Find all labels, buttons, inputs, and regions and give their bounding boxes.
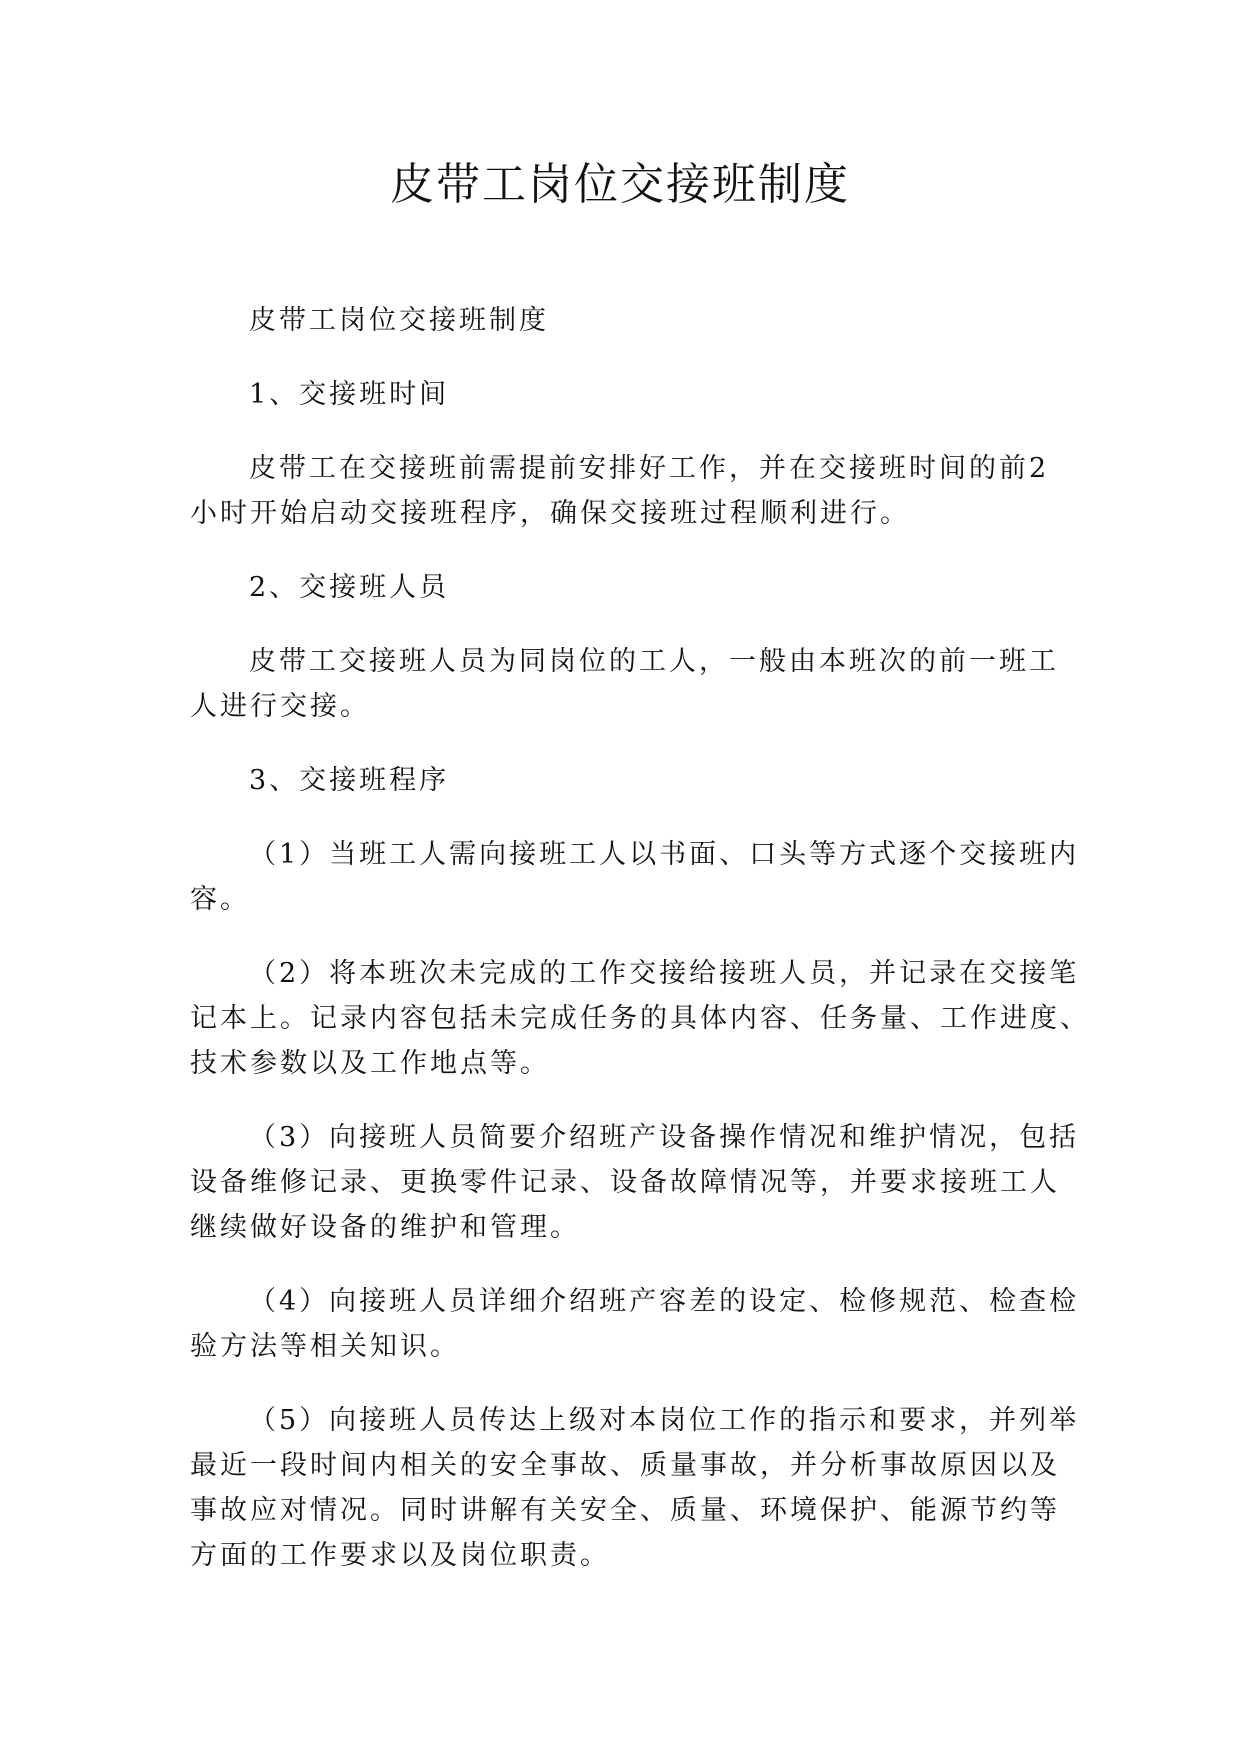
paragraph-handover-time xyxy=(190,446,1070,536)
procedure-item-1 xyxy=(190,832,1080,922)
paragraph-handover-staff xyxy=(190,639,1070,729)
paragraph-line: 设备维修记录、更换零件记录、设备故障情况等，并要求接班工人 xyxy=(190,1167,1060,1198)
procedure-item-5 xyxy=(190,1398,1080,1578)
paragraph-line: 验方法等相关知识。 xyxy=(190,1331,460,1362)
section-heading-2 xyxy=(190,565,1070,610)
paragraph-line: 事故应对情况。同时讲解有关安全、质量、环境保护、能源节约等 xyxy=(190,1495,1060,1526)
section-heading-3 xyxy=(190,758,1070,803)
paragraph-line: 皮带工岗位交接班制度 xyxy=(249,305,549,336)
paragraph-line: 皮带工交接班人员为同岗位的工人，一般由本班次的前一班工 xyxy=(249,646,1059,677)
paragraph-line: 继续做好设备的维护和管理。 xyxy=(190,1212,580,1243)
paragraph-line: 技术参数以及工作地点等。 xyxy=(190,1048,550,1079)
procedure-item-3 xyxy=(190,1115,1080,1250)
paragraph-line: （4）向接班人员详细介绍班产容差的设定、检修规范、检查检 xyxy=(249,1286,1080,1317)
paragraph-line: 人进行交接。 xyxy=(190,691,370,722)
procedure-item-2 xyxy=(190,951,1090,1086)
section-heading-1 xyxy=(190,372,1070,417)
paragraph-line: （1）当班工人需向接班工人以书面、口头等方式逐个交接班内 xyxy=(249,839,1080,870)
paragraph-line: 最近一段时间内相关的安全事故、质量事故，并分析事故原因以及 xyxy=(190,1450,1060,1481)
paragraph-line: 1、交接班时间 xyxy=(249,379,450,410)
paragraph-line: （3）向接班人员简要介绍班产设备操作情况和维护情况，包括 xyxy=(249,1122,1080,1153)
paragraph-line: 记本上。记录内容包括未完成任务的具体内容、任务量、工作进度、 xyxy=(190,1003,1090,1034)
paragraph-line: 容。 xyxy=(190,884,250,915)
paragraph-heading-repeat xyxy=(190,298,1070,343)
paragraph-line: 方面的工作要求以及岗位职责。 xyxy=(190,1540,610,1571)
document-title: 皮带工岗位交接班制度 xyxy=(390,159,850,210)
paragraph-line: （5）向接班人员传达上级对本岗位工作的指示和要求，并列举 xyxy=(249,1405,1080,1436)
procedure-item-4 xyxy=(190,1279,1080,1369)
paragraph-line: （2）将本班次未完成的工作交接给接班人员，并记录在交接笔 xyxy=(249,958,1080,989)
document-body xyxy=(190,298,1090,1607)
paragraph-line: 皮带工在交接班前需提前安排好工作，并在交接班时间的前2 xyxy=(249,453,1050,484)
paragraph-line: 2、交接班人员 xyxy=(249,572,450,603)
paragraph-line: 小时开始启动交接班程序，确保交接班过程顺利进行。 xyxy=(190,498,910,529)
paragraph-line: 3、交接班程序 xyxy=(249,765,450,796)
